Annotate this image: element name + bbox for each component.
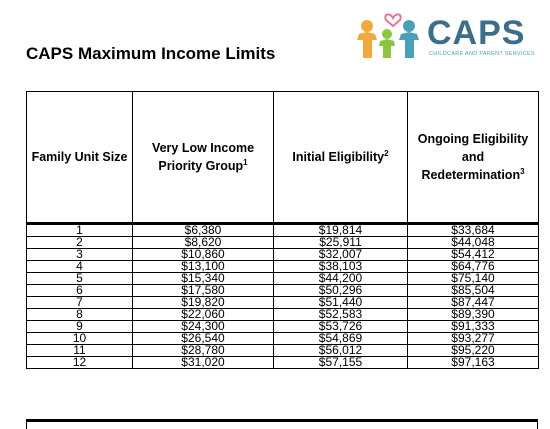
table-cell: $97,163 [408,357,539,369]
table-cell: 3 [27,249,133,261]
table-cell: $51,440 [274,297,408,309]
table-cell: $15,340 [133,273,274,285]
table-cell: $53,726 [274,321,408,333]
table-cell: $8,620 [133,237,274,249]
table-cell: 2 [27,237,133,249]
family-figures-icon [357,8,427,60]
table-cell: 7 [27,297,133,309]
table-cell: $10,860 [133,249,274,261]
table-cell: 11 [27,345,133,357]
table-cell: $31,020 [133,357,274,369]
table-cell: $52,583 [274,309,408,321]
table-cell: $64,776 [408,261,539,273]
header-family-unit-size: Family Unit Size [27,92,133,224]
table-cell: $19,820 [133,297,274,309]
table-cell: $44,200 [274,273,408,285]
table-cell: 12 [27,357,133,369]
header-ongoing-eligibility: Ongoing Eligibility and Redetermination$^3$ [408,92,539,224]
table-cell: $19,814 [274,224,408,237]
table-cell: 6 [27,285,133,297]
table-cell: $28,780 [133,345,274,357]
table-cell: $93,277 [408,333,539,345]
table-cell: $87,447 [408,297,539,309]
table-cell: $54,412 [408,249,539,261]
table-cell: $17,580 [133,285,274,297]
table-cell: $22,060 [133,309,274,321]
table-cell: 4 [27,261,133,273]
table-cell: $50,296 [274,285,408,297]
table-cell: $91,333 [408,321,539,333]
caps-logo [357,8,537,60]
income-limits-table [26,91,539,369]
table-cell: $13,100 [133,261,274,273]
table-cell: $26,540 [133,333,274,345]
table-cell: $54,869 [274,333,408,345]
table-cell: $75,140 [408,273,539,285]
table-row [27,357,539,369]
table-cell: $32,007 [274,249,408,261]
table-cell: $44,048 [408,237,539,249]
table-cell: $89,390 [408,309,539,321]
table-cell: $24,300 [133,321,274,333]
table-cell: $6,380 [133,224,274,237]
table-header-row [27,92,539,224]
logo-tagline: CHILDCARE AND PARENT SERVICES [429,51,535,57]
table-cell: $57,155 [274,357,408,369]
table-cell: 10 [27,333,133,345]
page-title: CAPS Maximum Income Limits [26,44,276,63]
header-initial-eligibility: Initial Eligibility$^2$ [274,92,408,224]
table-cell: $38,103 [274,261,408,273]
table-cell: 1 [27,224,133,237]
table-cell: $25,911 [274,237,408,249]
table-cell: 8 [27,309,133,321]
table-footer [26,419,538,429]
table-cell: $33,684 [408,224,539,237]
table-cell: 9 [27,321,133,333]
table-cell: $95,220 [408,345,539,357]
table-cell: $85,504 [408,285,539,297]
header-very-low-income: Very Low Income Priority Group$^1$ [133,92,274,224]
table-cell: $56,012 [274,345,408,357]
logo-wordmark: CAPS [427,14,526,52]
table-cell: 5 [27,273,133,285]
